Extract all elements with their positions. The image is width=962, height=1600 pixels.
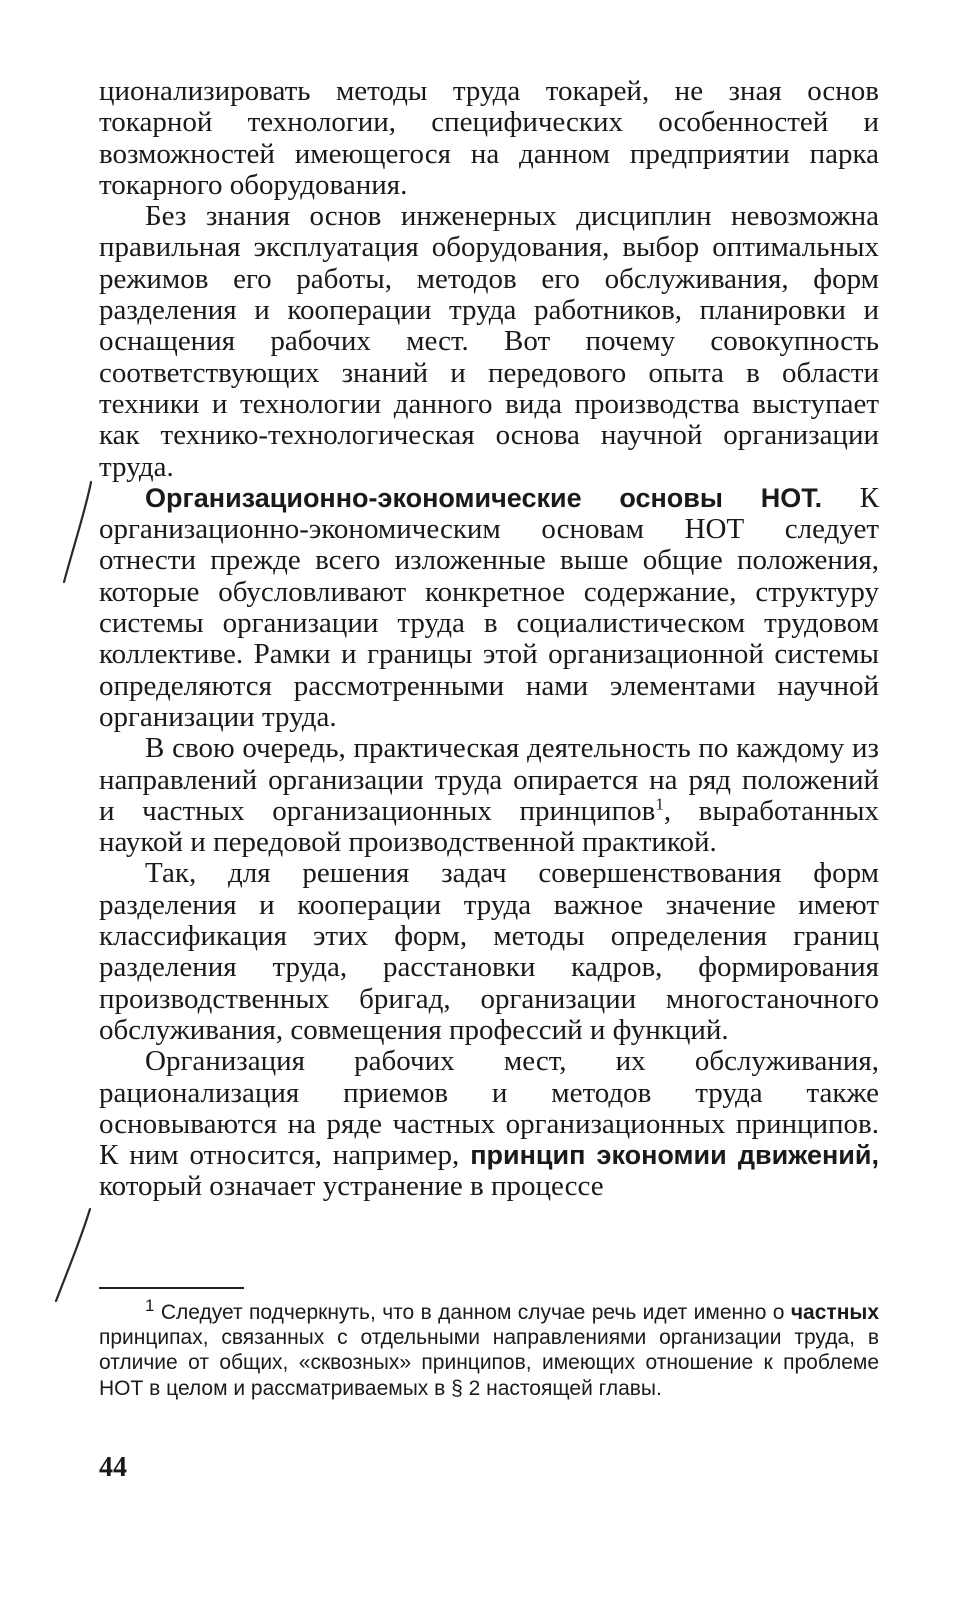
margin-pencil-mark-lower [48,1205,98,1305]
bold-term: принцип экономии движений, [470,1140,879,1171]
footnote-divider [99,1287,244,1289]
body-text [99,76,879,1203]
paragraph-5: Так, для решения задач совершенствования форм разделения и кооперации труда важное значение имеют классификация этих форм, методы определения границ разделения труда, расстановки кадров, формирования производственных бригад, организации многостаночного обслуживания, совмещения профессий и функций. [99,857,879,1046]
paragraph-1: ционализировать методы труда токарей, не зная основ токарной технологии, специфических особенностей и возможностей имеющегося на данном предприятии парка токарного оборудования. [99,75,879,201]
paragraph-6: Организация рабочих мест, их обслуживания, рационализация приемов и методов труда также основываются на ряде частных организационных принципов. К ним относится, например, принцип экономии движений, который означает устранение в процессе [99,1045,879,1203]
paragraph-3: Организационно-экономические основы НОТ. К организационно-экономическим основам НОТ следует отнести прежде всего изложенные выше общие положения, которые обусловливают конкретное содержание, структуру системы организации труда в социалистическом трудовом коллективе. Рамки и границы этой организационной системы определяются рассмотренными нами элементами научной организации труда. [99,481,879,733]
paragraph-4: В свою очередь, практическая деятельность по каждому из направлений организации труда опирается на ряд положений и частных организационных принципов$^1$, выработанных наукой и передовой производственной практикой. [99,732,879,859]
paragraph-2: Без знания основ инженерных дисциплин невозможна правильная эксплуатация оборудования, выбор оптимальных режимов его работы, методов его обслуживания, форм разделения и кооперации труда работников, планировки и оснащения рабочих мест. Вот почему совокупность соответствующих знаний и передового опыта в области техники и технологии данного вида производства выступает как технико-технологическая основа научной организации труда. [99,200,879,483]
page-number: 44 [99,1452,127,1483]
footnote: $^1$ Следует подчеркнуть, что в данном случае речь идет именно о частных принципах, связанных с отдельными направлениями организации труда, в отличие от общих, «сквозных» принципов, имеющих отношение к проблеме НОТ в целом и рассматриваемых в § 2 настоящей главы. [99,1296,879,1400]
footnote-mark: 1 [145,1296,155,1315]
section-heading: Организационно-экономические основы НОТ. [145,482,823,513]
margin-pencil-mark-upper [58,478,98,588]
footnote-reference[interactable]: 1 [655,794,664,814]
